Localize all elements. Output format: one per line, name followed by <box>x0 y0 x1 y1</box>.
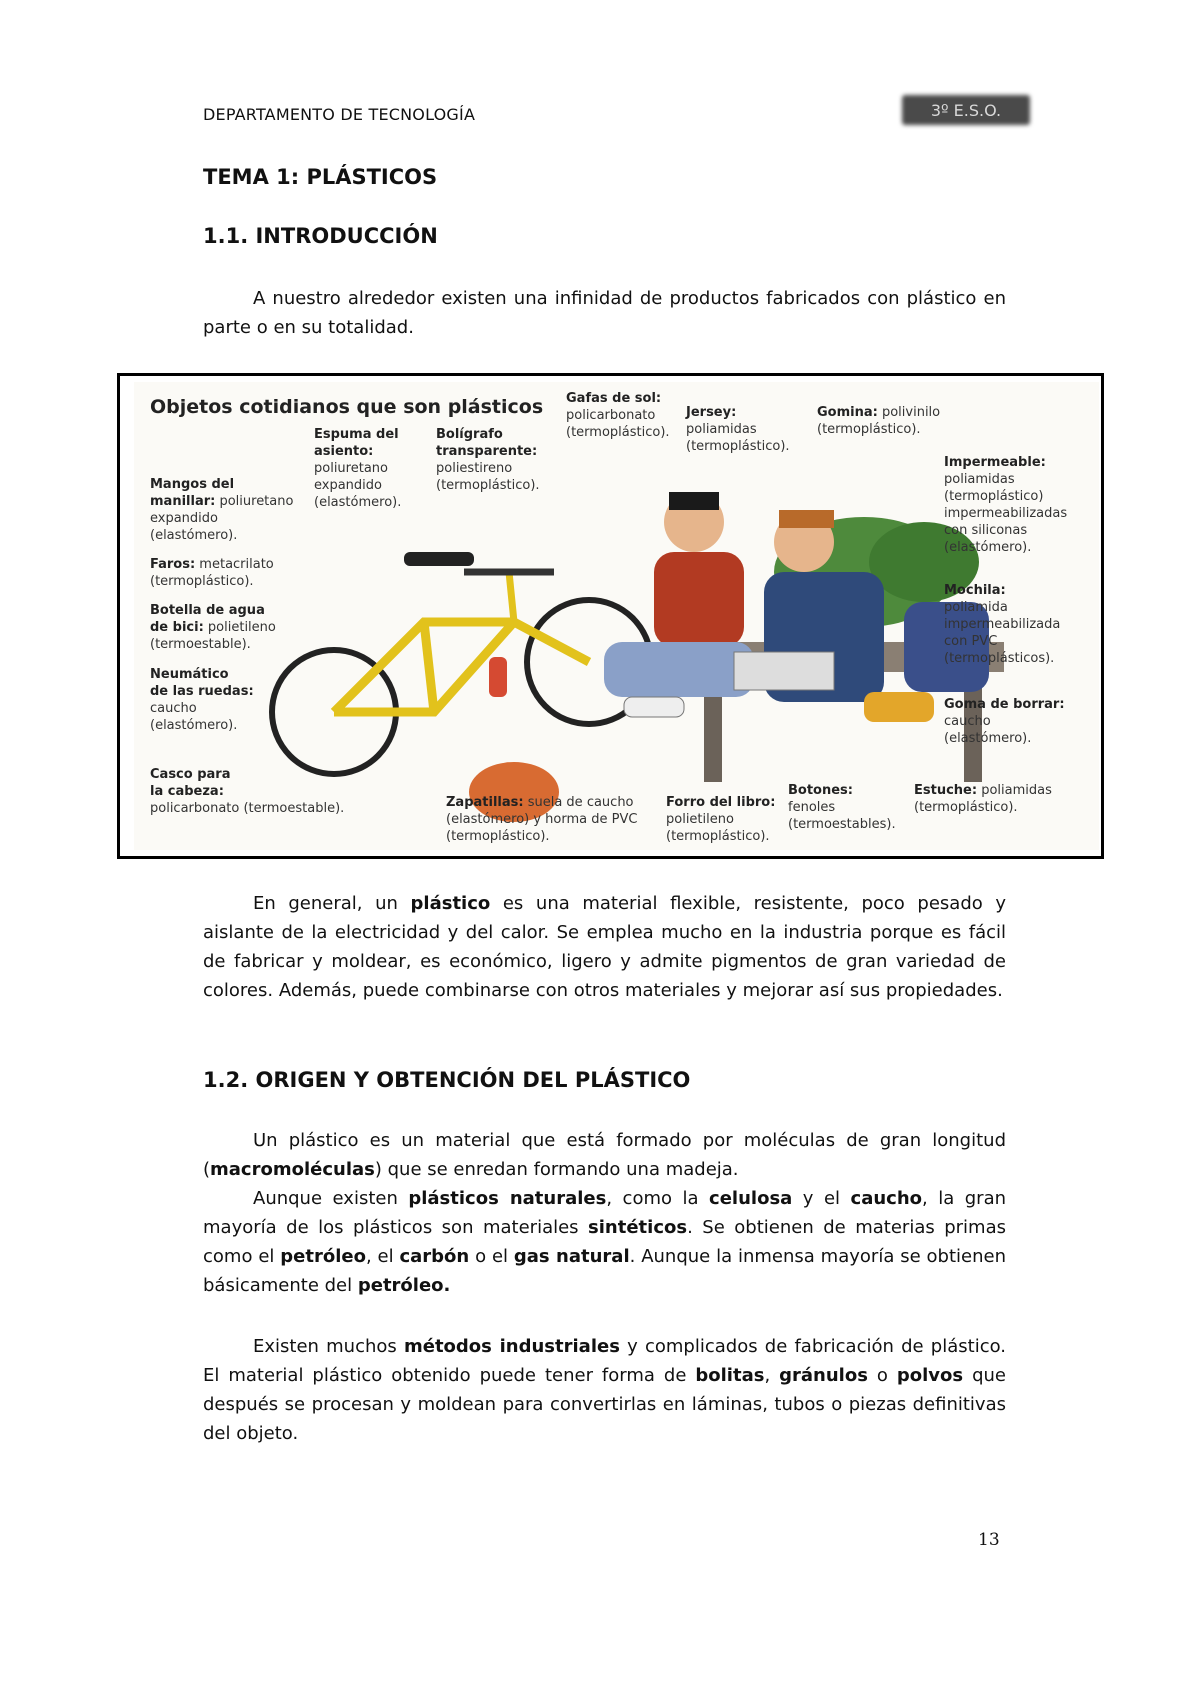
label-headlights: Faros: metacrilato (termoplástico). <box>150 557 274 589</box>
label-sneakers: Zapatillas: suela de caucho (elastómero) y horma de PVC (termoplástico). <box>446 795 638 844</box>
department-header: DEPARTAMENTO DE TECNOLOGÍA <box>203 105 476 124</box>
label-hair-gel: Gomina: polivinilo (termoplástico). <box>817 405 941 437</box>
intro-paragraph: A nuestro alrededor existen una infinidad de productos fabricados con plástico en parte o en su totalidad. <box>203 288 1006 338</box>
section-heading-intro: 1.1. INTRODUCCIÓN <box>203 224 438 248</box>
label-tires: Neumático de las ruedas: caucho (elastómero). <box>150 667 254 733</box>
section-heading-origin: 1.2. ORIGEN Y OBTENCIÓN DEL PLÁSTICO <box>203 1068 691 1092</box>
plastics-illustration-figure <box>117 373 1104 859</box>
origin-paragraph-2: Aunque existen plásticos naturales, como la celulosa y el caucho, la gran mayoría de los plásticos son materiales sintéticos. Se obtienen de materias primas como el petróleo, el carbón o el gas natural. Aunque la inmensa mayoría se obtienen básicamente del petróleo. <box>203 1188 1007 1296</box>
water-bottle <box>489 657 507 697</box>
label-pencil-case: Estuche: poliamidas (termoplástico). <box>914 783 1052 815</box>
person2-hair <box>779 510 834 528</box>
label-sunglasses: Gafas de sol: policarbonato (termoplástico). <box>566 391 670 440</box>
bike-stem <box>509 572 514 622</box>
label-seat-foam: Espuma del asiento: poliuretano expandido (elastómero). <box>314 427 402 510</box>
label-pen: Bolígrafo transparente: poliestireno (termoplástico). <box>436 427 540 493</box>
label-jersey: Jersey: poliamidas (termoplástico). <box>686 405 790 454</box>
page-number: 13 <box>978 1530 1000 1550</box>
label-helmet: Casco para la cabeza: policarbonato (termoestable). <box>150 767 345 816</box>
label-eraser: Goma de borrar: caucho (elastómero). <box>944 697 1065 746</box>
figure-title: Objetos cotidianos que son plásticos <box>150 396 544 418</box>
label-buttons: Botones: fenoles (termoestables). <box>788 783 896 832</box>
origin-paragraph-1: Un plástico es un material que está formado por moléculas de gran longitud (macromoléculas) que se enredan formando una madeja. <box>203 1130 1006 1180</box>
course-label: 3º E.S.O. <box>930 101 1002 120</box>
bike-seat-tube <box>424 622 434 712</box>
book <box>734 652 834 690</box>
label-book-cover: Forro del libro: polietileno (termoplástico). <box>666 795 776 844</box>
label-raincoat: Impermeable: poliamidas (termoplástico) impermeabilizadas con siliconas (elastómero). <box>944 455 1068 555</box>
person1-shoes <box>624 697 684 717</box>
page-title: TEMA 1: PLÁSTICOS <box>203 165 438 189</box>
origin-paragraph-3: Existen muchos métodos industriales y complicados de fabricación de plástico. El material plástico obtenido puede tener forma de bolitas, gránulos o polvos que después se procesan y moldean para convertirlas en láminas, tubos o piezas definitivas del objeto. <box>203 1336 1007 1444</box>
pencil-case <box>864 692 934 722</box>
label-water-bottle: Botella de agua de bici: polietileno (termoestable). <box>150 603 276 652</box>
label-handlebar-grips: Mangos del manillar: poliuretano expandido (elastómero). <box>150 477 294 543</box>
general-paragraph: En general, un plástico es una material flexible, resistente, poco pesado y aislante de la electricidad y del calor. Se emplea mucho en la industria porque es fácil de fabricar y moldear, es económico, ligero y admite pigmentos de gran variedad de colores. Además, puede combinarse con otros materiales y mejorar así sus propiedades. <box>203 893 1007 1001</box>
label-backpack: Mochila: poliamida impermeabilizada con PVC (termoplásticos). <box>944 583 1061 666</box>
person1-legs <box>604 642 754 697</box>
person1-hair <box>669 492 719 510</box>
bike-seat <box>404 552 474 566</box>
person1-sweater <box>654 552 744 647</box>
illustration-panel <box>134 382 1099 850</box>
